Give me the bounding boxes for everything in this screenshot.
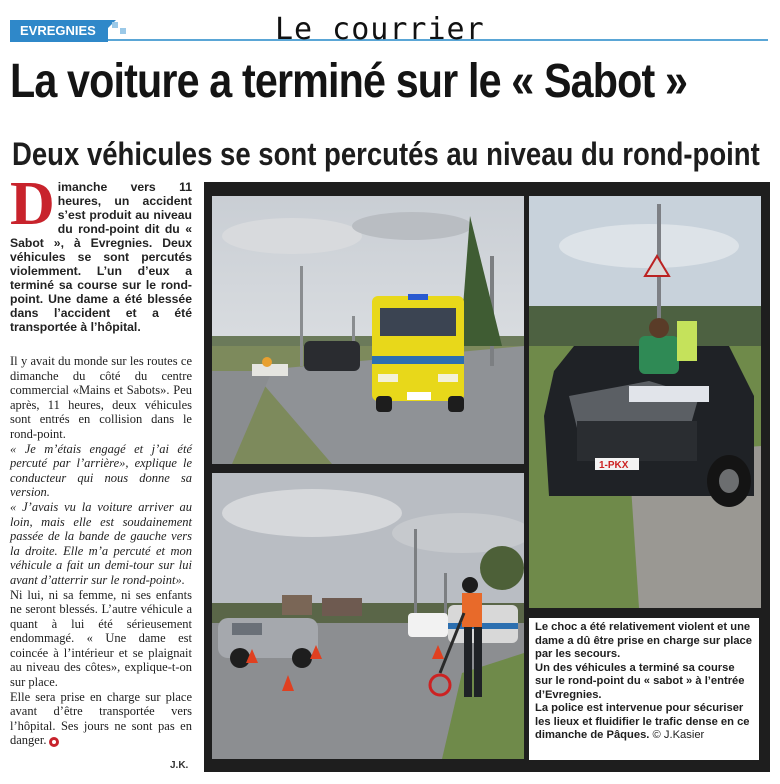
body-paragraph: Il y avait du monde sur les routes ce dimanche du côté du centre commercial «Mains et Sabots». Peu après, 11 heures, deux véhicules sont entrés en collision dans le rond-point. — [10, 354, 192, 441]
quote-text: « J’avais vu la voiture arriver au loin, mais elle est soudainement passée de la bande de gauche vers la droite. Elle m’a percuté et mon véhicule a fait un demi-tour sur lui avant d’atterrir sur le rond-point». — [10, 499, 192, 587]
headline: La voiture a terminé sur le « Sabot » — [10, 55, 688, 108]
tag-square-decoration — [112, 22, 118, 28]
caption-paragraph: Un des véhicules a terminé sa course sur le rond-point du « sabot » à l’entrée d’Evregnies. — [535, 661, 745, 701]
lead-text: imanche vers 11 heures, un accident s’est produit au niveau du rond-point dit du « Sabot », à Evregnies. Deux véhicules se sont percutés violemment. L’un d’eux a terminé sa course sur le rond-point. Une dame a été blessée dans l’accident et a été transportée à l’hôpital. — [10, 180, 192, 334]
quote-text: « Je m’étais engagé et j’ai été percuté par l’arrière», explique le conducteur qui nous donne sa version. — [10, 441, 192, 500]
author-initials: J.K. — [170, 760, 189, 771]
photo-caption — [529, 618, 759, 760]
photo-credit: © J.Kasier — [652, 729, 705, 741]
drop-cap: D — [10, 170, 55, 238]
caption-paragraph — [535, 702, 753, 743]
body-paragraph — [10, 500, 192, 588]
article-body — [10, 354, 192, 748]
caption-paragraph: Le choc a été relativement violent et une dame a dû être prise en charge sur place par les secours. — [535, 621, 753, 660]
tag-square-decoration — [120, 28, 126, 34]
body-paragraph: Ni lui, ni sa femme, ni ses enfants ne seront blessés. L’autre véhicule a quant à lui été sérieusement endommagé. « Une dame est coincée à l’intérieur et se plaignait au niveau des côtes», explique-t-on sur place. — [10, 587, 192, 690]
section-tag: EVREGNIES — [10, 20, 108, 42]
closing-text: Elle sera prise en charge sur place avant d’être transportée vers l’hôpital. Ses jours ne sont pas en danger. — [10, 689, 192, 748]
photo-crashed-car — [529, 196, 761, 608]
body-paragraph — [10, 690, 192, 748]
photo-ambulance — [212, 196, 524, 464]
end-of-article-icon — [49, 737, 59, 747]
newspaper-name: Le courrier — [275, 12, 485, 47]
caption-text: La police est intervenue pour sécuriser les lieux et fluidifier le trafic dense en ce dimanche de Pâques. — [535, 702, 750, 741]
article-column — [10, 170, 192, 748]
plate-text: 1-PKX — [599, 460, 629, 471]
ambulance-shape — [372, 294, 464, 412]
article-lead — [10, 170, 192, 334]
photo-police — [212, 473, 524, 759]
subheadline: Deux véhicules se sont percutés au niveau du rond-point — [12, 136, 760, 172]
body-paragraph — [10, 442, 192, 500]
